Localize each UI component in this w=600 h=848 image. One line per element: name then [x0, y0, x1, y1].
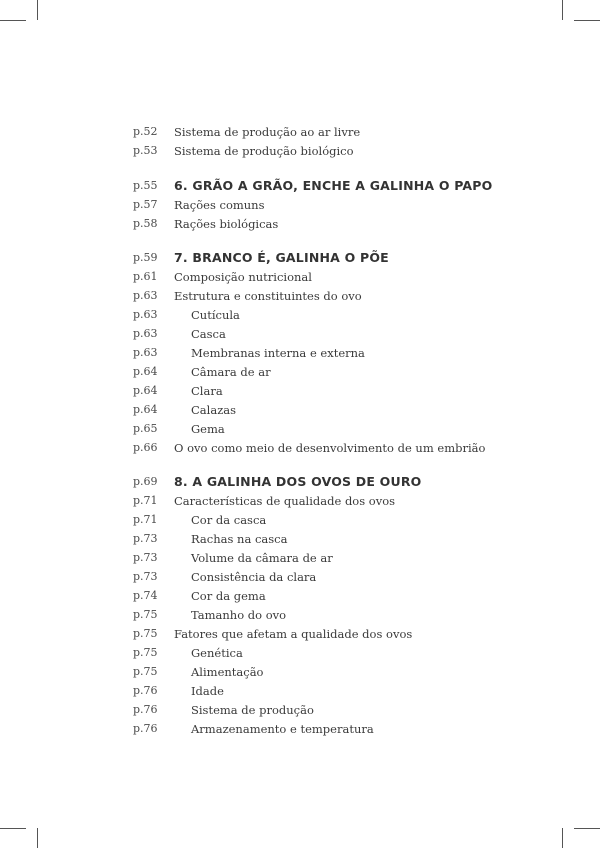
- toc-subentry: [0, 529, 600, 549]
- subentry-title: Alimentação: [191, 665, 264, 679]
- chapter-title: 8. A GALINHA DOS OVOS DE OURO: [174, 474, 422, 489]
- toc-subentry: [0, 305, 600, 325]
- crop-mark: [37, 0, 38, 20]
- toc-subentry: [0, 400, 600, 420]
- subentry-title: Volume da câmara de ar: [191, 551, 333, 565]
- subentry-title: Cutícula: [191, 308, 240, 322]
- page-number: p.76: [133, 703, 158, 716]
- toc-subentry: [0, 548, 600, 568]
- page-number: p.61: [133, 270, 158, 283]
- toc-chapter: [0, 176, 600, 196]
- crop-mark: [37, 828, 38, 848]
- page-number: p.73: [133, 570, 158, 583]
- subentry-title: Membranas interna e externa: [191, 346, 365, 360]
- entry-title: Características de qualidade dos ovos: [174, 494, 396, 508]
- crop-mark: [574, 20, 600, 21]
- toc-entry: [0, 214, 600, 234]
- page-number: p.69: [133, 475, 158, 488]
- toc-chapter: [0, 248, 600, 268]
- page-number: p.63: [133, 327, 158, 340]
- entry-title: Rações comuns: [174, 198, 265, 212]
- toc-entry: [0, 141, 600, 161]
- page-number: p.66: [133, 441, 158, 454]
- entry-title: Composição nutricional: [174, 270, 312, 284]
- page-number: p.55: [133, 179, 158, 192]
- subentry-title: Cor da gema: [191, 589, 266, 603]
- page-number: p.75: [133, 608, 158, 621]
- subentry-title: Cor da casca: [191, 513, 267, 527]
- toc-entry: [0, 195, 600, 215]
- entry-title: Rações biológicas: [174, 217, 279, 231]
- toc-entry: [0, 438, 600, 458]
- subentry-title: Tamanho do ovo: [191, 608, 287, 622]
- toc-subentry: [0, 362, 600, 382]
- subentry-title: Casca: [191, 327, 226, 341]
- entry-title: O ovo como meio de desenvolvimento de um embrião: [174, 441, 486, 455]
- subentry-title: Gema: [191, 422, 225, 436]
- subentry-title: Calazas: [191, 403, 237, 417]
- toc-subentry: [0, 643, 600, 663]
- toc-subentry: [0, 381, 600, 401]
- entry-title: Fatores que afetam a qualidade dos ovos: [174, 627, 413, 641]
- toc-chapter: [0, 472, 600, 492]
- page-number: p.75: [133, 665, 158, 678]
- page-number: p.59: [133, 251, 158, 264]
- toc-subentry: [0, 586, 600, 606]
- entry-title: Sistema de produção biológico: [174, 144, 354, 158]
- crop-mark: [562, 0, 563, 20]
- toc-subentry: [0, 605, 600, 625]
- toc-subentry: [0, 719, 600, 739]
- page-number: p.64: [133, 365, 158, 378]
- toc-subentry: [0, 681, 600, 701]
- toc-subentry: [0, 700, 600, 720]
- page-number: p.63: [133, 346, 158, 359]
- subentry-title: Consistência da clara: [191, 570, 317, 584]
- page-number: p.76: [133, 684, 158, 697]
- entry-title: Estrutura e constituintes do ovo: [174, 289, 362, 303]
- toc-subentry: [0, 662, 600, 682]
- toc-subentry: [0, 324, 600, 344]
- toc-entry: [0, 624, 600, 644]
- subentry-title: Clara: [191, 384, 223, 398]
- toc-subentry: [0, 419, 600, 439]
- entry-title: Sistema de produção ao ar livre: [174, 125, 361, 139]
- toc-subentry: [0, 343, 600, 363]
- chapter-title: 7. BRANCO É, GALINHA O PÕE: [174, 250, 389, 265]
- chapter-title: 6. GRÃO A GRÃO, ENCHE A GALINHA O PAPO: [174, 178, 493, 193]
- crop-mark: [574, 828, 600, 829]
- page-number: p.71: [133, 513, 158, 526]
- toc-entry: [0, 267, 600, 287]
- crop-mark: [562, 828, 563, 848]
- subentry-title: Armazenamento e temperatura: [191, 722, 374, 736]
- page-number: p.75: [133, 627, 158, 640]
- page-number: p.74: [133, 589, 158, 602]
- page-number: p.75: [133, 646, 158, 659]
- page-number: p.63: [133, 308, 158, 321]
- page-number: p.73: [133, 551, 158, 564]
- page-number: p.71: [133, 494, 158, 507]
- page-number: p.57: [133, 198, 158, 211]
- subentry-title: Rachas na casca: [191, 532, 288, 546]
- toc-subentry: [0, 510, 600, 530]
- page-number: p.64: [133, 384, 158, 397]
- page-number: p.73: [133, 532, 158, 545]
- subentry-title: Genética: [191, 646, 243, 660]
- page-number: p.52: [133, 125, 158, 138]
- crop-mark: [0, 828, 26, 829]
- subentry-title: Câmara de ar: [191, 365, 271, 379]
- toc-entry: [0, 286, 600, 306]
- page-number: p.53: [133, 144, 158, 157]
- toc-subentry: [0, 567, 600, 587]
- subentry-title: Sistema de produção: [191, 703, 314, 717]
- page-number: p.64: [133, 403, 158, 416]
- crop-mark: [0, 20, 26, 21]
- page-number: p.76: [133, 722, 158, 735]
- page-number: p.65: [133, 422, 158, 435]
- page-number: p.63: [133, 289, 158, 302]
- page-number: p.58: [133, 217, 158, 230]
- toc-entry: [0, 122, 600, 142]
- subentry-title: Idade: [191, 684, 224, 698]
- toc-entry: [0, 491, 600, 511]
